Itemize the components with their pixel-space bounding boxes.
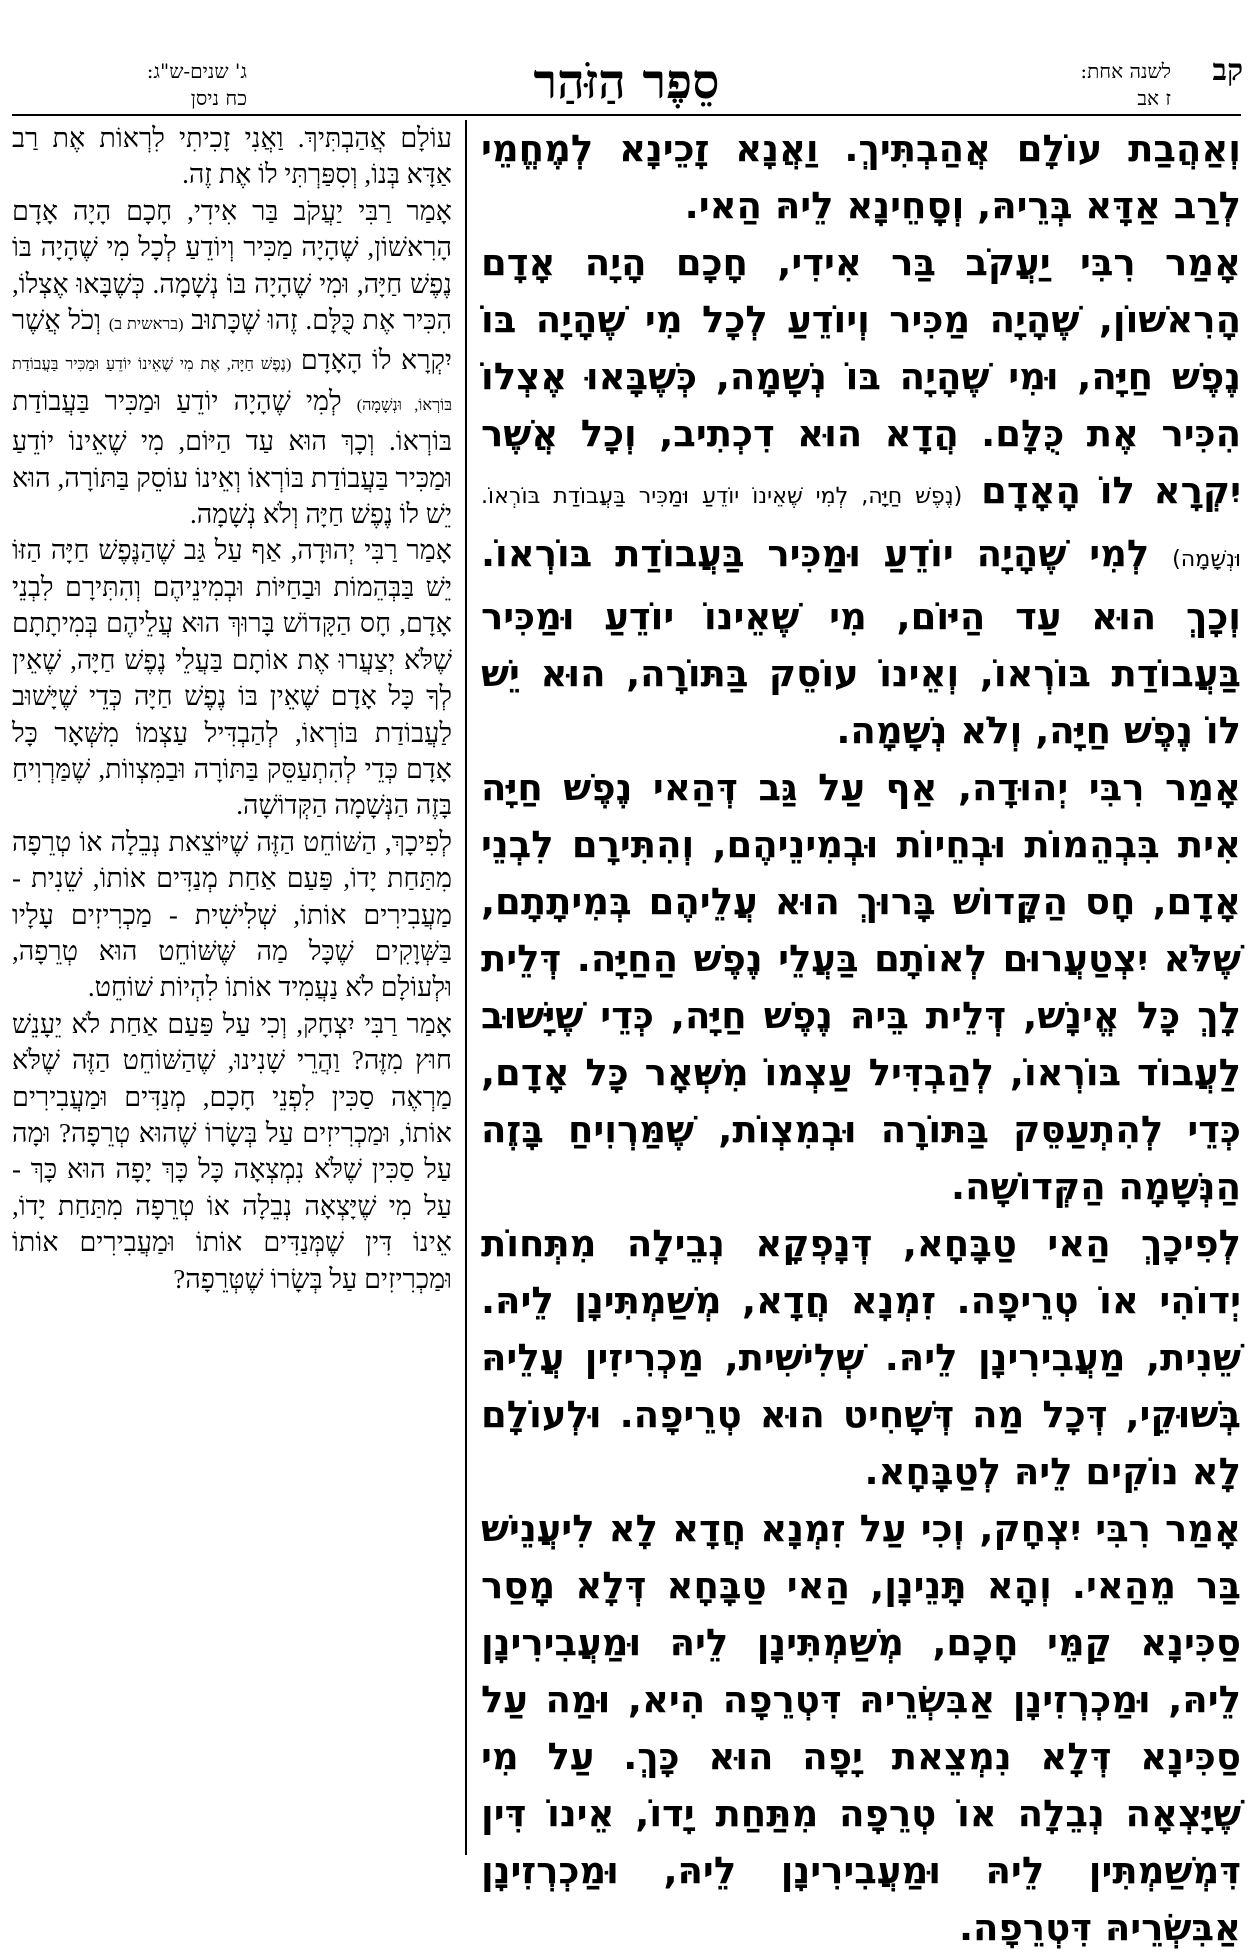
bracket-note: (נֶפֶשׁ חַיָּה, לְמִי שֶׁאֵינוֹ יוֹדֵעַ וּמַכִּיר בַּעֲבוֹדַת בּוֹרְאוֹ. וּנְשָׁמָה) <box>481 483 1241 572</box>
main-paragraph: אָמַר רִבִּי יִצְחָק, וְכִי עַל זִמְנָא חֲדָא לָא לִיעֲנֵישׁ בַּר מֵהַאי. וְהָא תָּנֵינָן, הַאי טַבָּחָא דְּלָא מָסַר סַכִּינָא קַמֵּי חָכָם, מְשַׁמְתִּינָן לֵיהּ וּמַעֲבִירִינָן לֵיהּ, וּמַכְרְזִינָן אַבִּשְׂרֵיהּ דִּטְרֵפָה הִיא, וּמַה עַל סַכִּינָא דְּלָא נִמְצֵאת יָפָה הוּא כָּךְ. עַל מִי שֶׁיָּצְאָה נְבֵלָה אוֹ טְרֵפָה מִתַּחַת יָדוֹ, אֵינוֹ דִּין דִּמְשַׁמְתִּין לֵיהּ וּמַעֲבִירִינָן לֵיהּ, וּמַכְרְזִינָן אַבִּשְׂרֵיהּ דִּטְרֵפָה. <box>481 1507 1241 1949</box>
daily-study-date: ז אב <box>1137 86 1171 110</box>
side-column-translation <box>12 120 452 1880</box>
main-paragraph: אָמַר רִבִּי יְהוּדָה, אַף עַל גַּב דְּהַאי נֶפֶשׁ חַיָּה אִית בִּבְהֵמוֹת וּבְחֵיוֹת וּבְמִינֵיהֶם, וְהִתִּירָם לִבְנֵי אָדָם, חָס הַקָּדוֹשׁ בָּרוּךְ הוּא עֲלֵיהֶם בְּמִיתָתָם, שֶׁלֹּא יִצְטַעֲרוּם לְאוֹתָם בַּעֲלֵי נֶפֶשׁ הַחַיָּה. דְּלֵית לָךְ כָּל אֱינָשׁ, דְּלֵית בֵּיהּ נֶפֶשׁ חַיָּה, כְּדֵי שֶׁיָּשׁוּב לַעֲבוֹד בּוֹרְאוֹ, לְהַבְדִּיל עַצְמוֹ מִשְּׁאָר כָּל אָדָם, כְּדֵי לְהִתְעַסֵּק בַּתּוֹרָה וּבְמִצְוֹת, שֶׁמַּרְוִיחַ בָּזֶה הַנְּשָׁמָה הַקְּדוֹשָׁה. <box>481 766 1241 1208</box>
side-paragraph: עוֹלָם אֲהַבְתִּיךְ. וַאֲנִי זָכִיתִי לִרְאוֹת אֶת רַב אַדָּא בְּנוֹ, וְסִפַּרְתִּי לוֹ אֶת זֶה. <box>12 123 452 190</box>
verse-source-note: (בראשית ב) <box>108 315 184 334</box>
main-column-aramaic <box>481 120 1241 1949</box>
page-header <box>0 0 1253 120</box>
side-paragraph <box>12 193 452 533</box>
main-paragraph: לְפִיכָךְ הַאי טַבָּחָא, דְּנָפְקָא נְבֵילָה מִתְּחוֹת יְדוֹהִי אוֹ טְרֵיפָה. זִמְנָא חֲדָא, מְשַׁמְתִּינָן לֵיהּ. שֵׁנִית, מַעֲבִירִינָן לֵיהּ. שְׁלִישִׁית, מַכְרִיזִין עֲלֵיהּ בְּשׁוּקֵי, דְּכָל מַה דְּשָׁחִיט הוּא טְרֵיפָה. וּלְעוֹלָם לָא נוֹקִים לֵיהּ לְטַבָּחָא. <box>481 1222 1241 1493</box>
daily-study-label: לשנה אחת: <box>1080 59 1171 83</box>
side-paragraph: אָמַר רַבִּי יְהוּדָה, אַף עַל גַּב שֶׁהַנֶּפֶשׁ חַיָּה הַזּוֹ יֵשׁ בַּבְּהֵמוֹת וּבַחַיּוֹת וּבְמִינֵיהֶם וְהִתִּירָם לִבְנֵי אָדָם, חָס הַקָּדוֹשׁ בָּרוּךְ הוּא עֲלֵיהֶם בְּמִיתָתָם שֶׁלֹּא יְצַעֲרוּ אֶת אוֹתָם בַּעֲלֵי נֶפֶשׁ חַיָּה, שֶׁאֵין לְךָ כָּל אָדָם שֶׁאֵין בּוֹ נֶפֶשׁ חַיָּה כְּדֵי שֶׁיָּשׁוּב לַעֲבוֹדַת בּוֹרְאוֹ, לְהַבְדִּיל עַצְמוֹ מִשְּׁאָר כָּל אָדָם כְּדֵי לְהִתְעַסֵּק בַּתּוֹרָה וּבַמִּצְווֹת, שֶׁמַּרְוִיחַ בָּזֶה הַנְּשָׁמָה הַקְּדוֹשָׁה. <box>12 535 452 821</box>
side-paragraph-text: וְכֹל אֲשֶׁר יִקְרָא לוֹ הָאָדָם <box>12 305 452 376</box>
page-number: קב <box>1212 53 1243 88</box>
side-paragraph: לְפִיכָךְ, הַשּׁוֹחֵט הַזֶּה שֶׁיּוֹצֵאת נְבֵלָה אוֹ טְרֵפָה מִתַּחַת יָדוֹ, פַּעַם אַחַת מְנַדִּים אוֹתוֹ, שֵׁנִית - מַעֲבִירִים אוֹתוֹ, שְׁלִישִׁית - מַכְרִיזִים עָלָיו בַּשְּׁוָקִים שֶׁכָּל מַה שֶּׁשּׁוֹחֵט הוּא טְרֵפָה, וּלְעוֹלָם לֹא נַעֲמִיד אוֹתוֹ לִהְיוֹת שׁוֹחֵט. <box>12 826 452 1003</box>
cycle-study-label: ג' שנים-ש"ג: <box>146 59 247 83</box>
bracket-note: (נֶפֶשׁ חַיָּה, אֶת מִי שֶׁאֵינוֹ יוֹדֵעַ וּמַכִּיר בַּעֲבוֹדַת בּוֹרְאוֹ, וּנְשָׁמָה) <box>12 355 453 414</box>
main-paragraph <box>481 234 1241 759</box>
main-paragraph-text: אָמַר רִבִּי יַעֲקֹב בַּר אִידִי, חָכָם הָיָה אָדָם הָרִאשׁוֹן, שֶׁהָיָה מַכִּיר וְיוֹדֵעַ לְכָל מִי שֶׁהָיָה בּוֹ נֶפֶשׁ חַיָּה, וּמִי שֶׁהָיָה בּוֹ נְשָׁמָה, כְּשֶׁבָּאוּ אֶצְלוֹ הִכִּיר אֶת כֻּלָּם. הֲדָא הוּא דִכְתִיב, וְכָל אֲשֶׁר יִקְרָא לוֹ הָאָדָם <box>481 241 1241 512</box>
column-divider <box>465 120 467 1855</box>
main-paragraph-text: לְמִי שֶׁהָיָה יוֹדֵעַ וּמַכִּיר בַּעֲבוֹדַת בּוֹרְאוֹ. וְכָךְ הוּא עַד הַיּוֹם, מִי שֶׁאֵינוֹ יוֹדֵעַ וּמַכִּיר בַּעֲבוֹדַת בּוֹרְאוֹ, וְאֵינוֹ עוֹסֵק בַּתּוֹרָה, הוּא יֵשׁ לוֹ נֶפֶשׁ חַיָּה, וְלֹא נְשָׁמָה. <box>481 532 1241 752</box>
side-paragraph-text: אָמַר רַבִּי יַעֲקֹב בַּר אִידִי, חָכָם הָיָה אָדָם הָרִאשׁוֹן, שֶׁהָיָה מַכִּיר וְיוֹדֵעַ לְכָל מִי שֶׁהָיָה בּוֹ נֶפֶשׁ חַיָּה, וּמִי שֶׁהָיָה בּוֹ נְשָׁמָה. כְּשֶׁבָּאוּ אֶצְלוֹ, הִכִּיר אֶת כֻּלָּם. זֶהוּ שֶׁכָּתוּב <box>12 195 453 336</box>
header-rule <box>12 114 1241 116</box>
side-paragraph-text: לְמִי שֶׁהָיָה יוֹדֵעַ וּמַכִּיר בַּעֲבוֹדַת בּוֹרְאוֹ. וְכָךְ הוּא עַד הַיּוֹם, מִי שֶׁאֵינוֹ יוֹדֵעַ וּמַכִּיר בַּעֲבוֹדַת בּוֹרְאוֹ וְאֵינוֹ עוֹסֵק בַּתּוֹרָה, הוּא יֵשׁ לוֹ נֶפֶשׁ חַיָּה וְלֹא נְשָׁמָה. <box>12 385 452 530</box>
cycle-study-date: כח ניסן <box>190 86 247 110</box>
side-paragraph: אָמַר רַבִּי יִצְחָק, וְכִי עַל פַּעַם אַחַת לֹא יֵעָנֵשׁ חוּץ מִזֶּה? וַהֲרֵי שָׁנִינוּ, שֶׁהַשּׁוֹחֵט הַזֶּה שֶׁלֹּא מַרְאֶה סַכִּין לִפְנֵי חָכָם, מְנַדִּים וּמַעֲבִירִים אוֹתוֹ, וּמַכְרִיזִים עַל בְּשָׂרוֹ שֶׁהוּא טְרֵפָה? וּמָה עַל סַכִּין שֶׁלֹּא נִמְצְאָה כָּל כָּךְ יָפָה הוּא כָּךְ - עַל מִי שֶׁיָּצְאָה נְבֵלָה אוֹ טְרֵפָה מִתַּחַת יָדוֹ, אֵינוֹ דִּין שֶׁמְּנַדִּים אוֹתוֹ וּמַעֲבִירִים אוֹתוֹ וּמַכְרִיזִים עַל בְּשָׂרוֹ שֶׁטְּרֵפָה? <box>12 1008 452 1294</box>
book-title: סֵפֶר הַזֹּהַר <box>533 54 720 110</box>
main-paragraph: וְאַהֲבַת עוֹלָם אֲהַבְתִּיךְ. וַאֲנָא זָכֵינָא לְמֶחֱמֵי לְרַב אַדָּא בְּרֵיהּ, וְסָחֵינָא לֵיהּ הַאי. <box>481 127 1241 227</box>
